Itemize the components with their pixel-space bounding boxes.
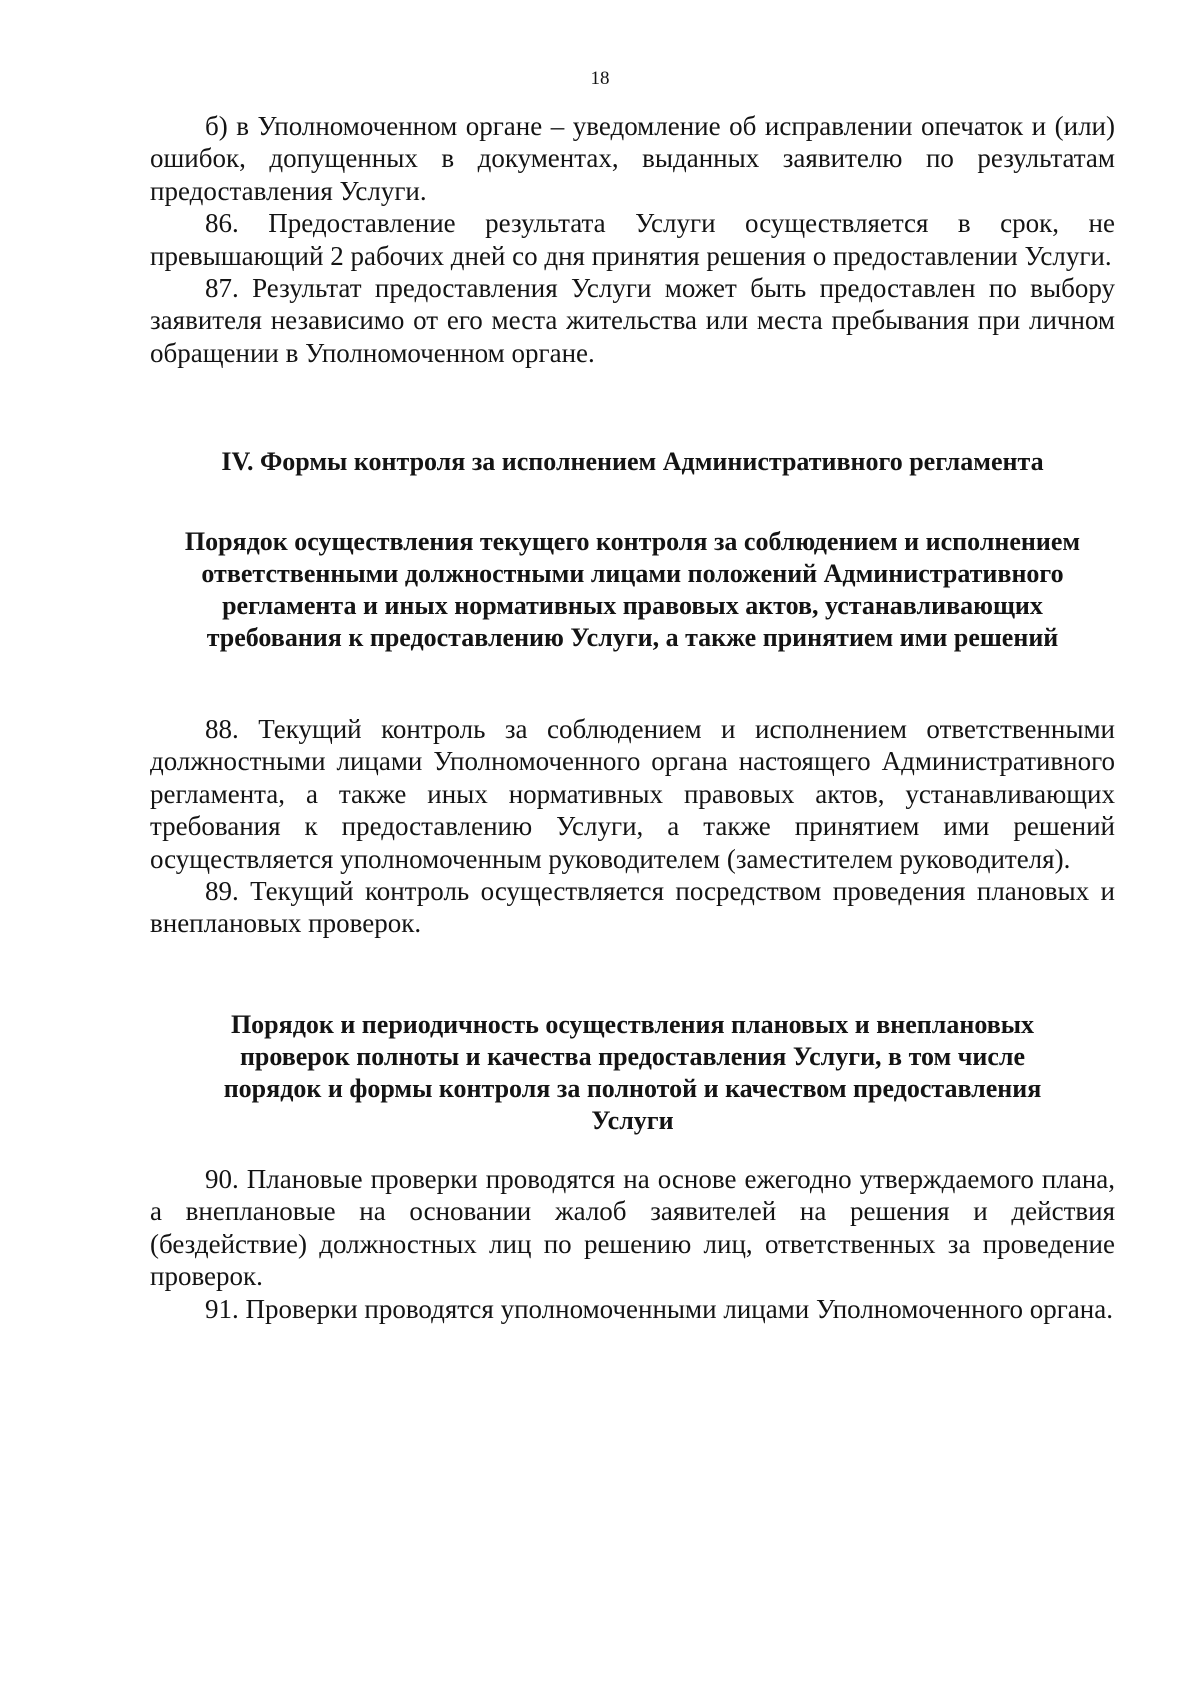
paragraph-87: 87. Результат предоставления Услуги может быть предоставлен по выбору заявителя независимо от его места жительства или места пребывания при личном обращении в Уполномоченном органе.: [150, 273, 1115, 368]
section1-text-block: [150, 713, 1115, 940]
paragraph-b: б) в Уполномоченном органе – уведомление об исправлении опечаток и (или) ошибок, допущенных в документах, выданных заявителю по результатам предоставления Услуги.: [150, 111, 1115, 206]
paragraph-86: 86. Предоставление результата Услуги осуществляется в срок, не превышающий 2 рабочих дней со дня принятия решения о предоставлении Услуги.: [150, 208, 1115, 271]
section-heading-inspections: Порядок и периодичность осуществления плановых и внеплановых проверок полноты и качества предоставления Услуги, в том числе порядок и формы контроля за полнотой и качеством предоставления Услуги: [223, 1010, 1042, 1135]
paragraph-90: 90. Плановые проверки проводятся на основе ежегодно утверждаемого плана, а внеплановые на основании жалоб заявителей на решения и действия (бездействие) должностных лиц по решению лиц, ответственных за проведение проверок.: [150, 1164, 1115, 1292]
section2-text-block: [150, 1163, 1115, 1325]
paragraph-88: 88. Текущий контроль за соблюдением и исполнением ответственными должностными лицами Уполномоченного органа настоящего Административного регламента, а также иных нормативных правовых актов, устанавливающих требования к предоставлению Услуги, а также принятием ими решений осуществляется уполномоченным руководителем (заместителем руководителя).: [150, 714, 1115, 874]
chapter-heading: IV. Формы контроля за исполнением Административного регламента: [221, 447, 1044, 476]
page-number: 18: [590, 68, 610, 89]
paragraph-89: 89. Текущий контроль осуществляется посредством проведения плановых и внеплановых проверок.: [150, 876, 1115, 939]
paragraph-91: 91. Проверки проводятся уполномоченными лицами Уполномоченного органа.: [205, 1293, 1113, 1324]
section-heading-current-control: Порядок осуществления текущего контроля за соблюдением и исполнением ответственными должностными лицами положений Административного регламента и иных нормативных правовых актов, устанавливающих требования к предоставлению Услуги, а также принятием ими решений: [184, 527, 1081, 652]
intro-text-block: [150, 110, 1115, 369]
